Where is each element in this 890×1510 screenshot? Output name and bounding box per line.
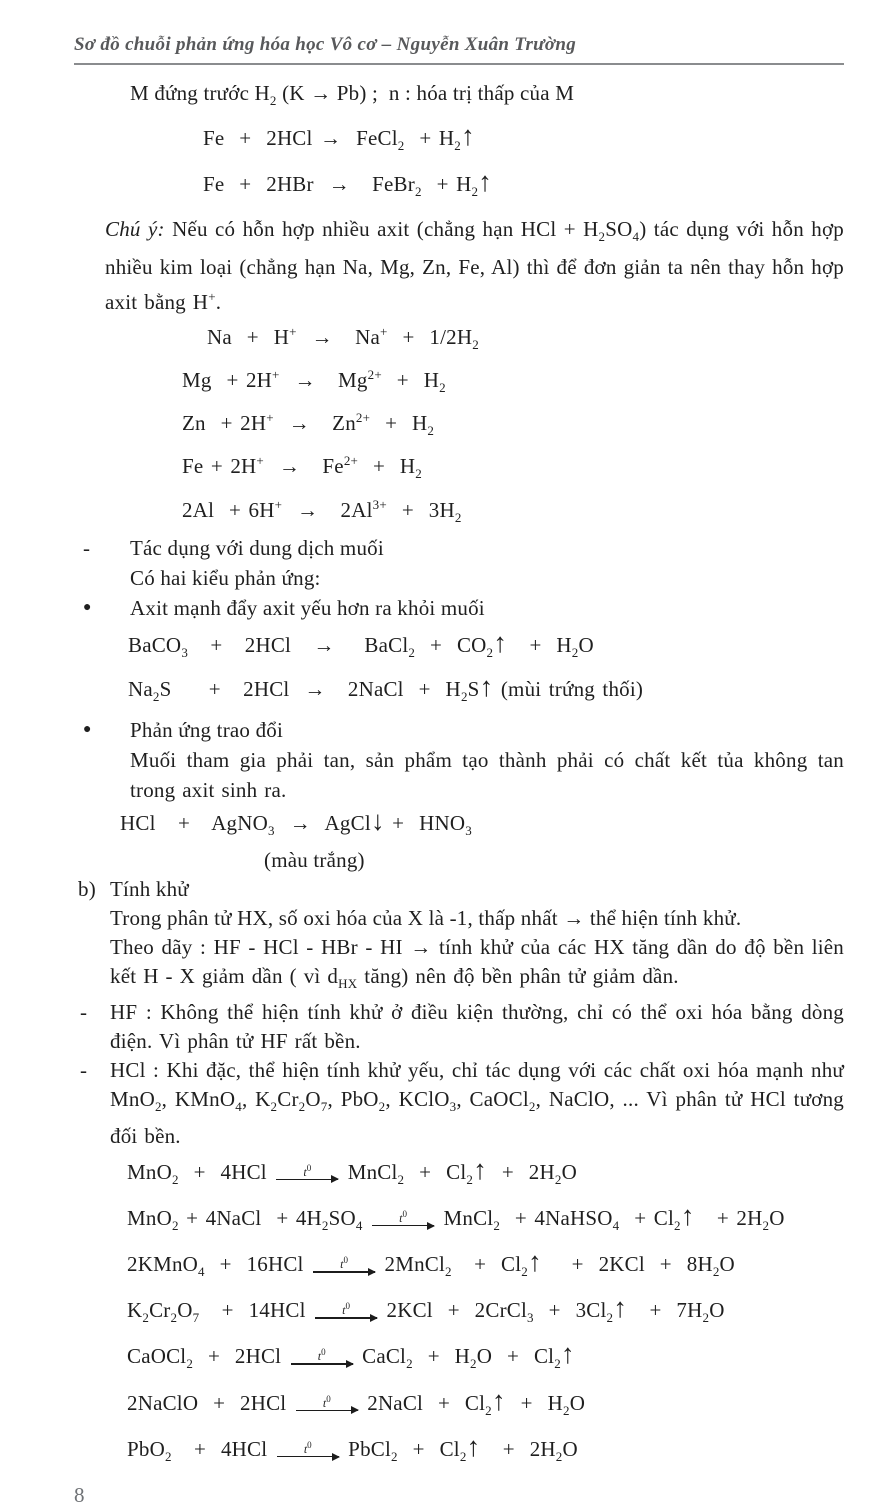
gas-up-arrow-icon: ↑ [478, 167, 493, 198]
t0-reaction-arrow-icon: $t^0$ [296, 1395, 358, 1412]
list-item-body [130, 715, 844, 805]
equation-line: 2NaClO + 2HCl $t^0$ 2NaCl + $Cl_2↑ + H_2O$ [127, 1385, 586, 1418]
metal-acid-equations [203, 119, 844, 211]
section-b [74, 875, 844, 998]
gas-up-arrow-icon: ↑ [460, 121, 475, 152]
t0-reaction-arrow-icon: $t^0$ [313, 1256, 375, 1273]
gas-up-arrow-icon: ↑ [466, 1431, 481, 1462]
note-paragraph [105, 214, 844, 317]
dash-marker: - [80, 1000, 88, 1025]
equation-line: $Fe + 2H^+ \to Fe^{2+} + H_2$ [182, 453, 423, 482]
gas-up-arrow-icon: ↑ [473, 1154, 487, 1185]
header-title: Sơ đồ chuỗi phản ứng hóa học Vô cơ – Nguyễn Xuân Trường [74, 34, 577, 55]
equation-line: PbO$_2$ + 4HCl $t^0$ PbCl$_2$ + $Cl_2↑ + 2H_2O$ [127, 1431, 578, 1464]
precipitate-down-arrow-icon: ↓ [370, 806, 385, 837]
list-item-text: Tác dụng với dung dịch muối [130, 535, 384, 560]
note-label: Chú ý: [105, 216, 165, 241]
equation-line: BaCO$_3$ + 2HCl → BaCl$_2$ + $CO_2↑ + H_2O$ [128, 627, 594, 660]
equation-line: $K_2Cr_2O_7 + 14HCl$ $t^0$ 2KCl + 2CrCl$_3$ + $3Cl_2↑ + 7H_2O$ [127, 1293, 725, 1326]
equation-line: $2Al + 6H^+ \to 2Al^{3+} + 3H_2$ [182, 496, 462, 525]
section-b-text: Trong phân tử HX, số oxi hóa của X là -1, thấp nhất → thể hiện tính khử. [110, 906, 742, 931]
list-item [74, 1056, 844, 1150]
list-item-text: Muối tham gia phải tan, sản phẩm tạo thành phải có chất kết tủa không tan trong axit sinh ra. [130, 748, 844, 803]
equation-line: $Zn + 2H^+ \to Zn^{2+} + H_2$ [182, 410, 435, 439]
dash-marker: - [80, 1058, 88, 1083]
salt-equations [128, 627, 844, 715]
thermal-equations [127, 1153, 844, 1476]
equation-line: $Mg + 2H^+ \to Mg^{2+} + H_2$ [182, 366, 446, 396]
page-number: 8 [74, 1482, 85, 1507]
list-item [74, 533, 844, 593]
list-item-body [110, 998, 844, 1056]
page-content [0, 79, 890, 1510]
t0-reaction-arrow-icon: $t^0$ [315, 1302, 377, 1319]
equation-line: MnO$_2$ + 4HCl $t^0$ MnCl$_2$ + $Cl_2↑ + 2H_2O$ [127, 1154, 577, 1187]
equation-line: Fe + 2HCl → FeCl$_2$ + $H_2↑$ [203, 121, 475, 154]
section-b-label: b) [78, 877, 96, 902]
equation-line: $Na + H^+ \to Na^+ + 1/2H_2$ [207, 323, 479, 352]
t0-reaction-arrow-icon: $t^0$ [277, 1441, 339, 1458]
section-b-text: Theo dãy : HF - HCl - HBr - HI → tính khử của các HX tăng dần do độ bền liên kết H - X giảm dần ( vì $d_{HX}$ tăng) nên độ bền phân tử giảm dần. [110, 935, 844, 992]
page-header [0, 0, 890, 65]
gas-up-arrow-icon: ↑ [613, 1293, 628, 1324]
list-item-text: Có hai kiểu phản ứng: [130, 565, 321, 590]
equation-line: 2KMnO$_4$ + 16HCl $t^0$ 2MnCl$_2$ + $Cl_2↑$ + $2KCl + 8H_2O$ [127, 1247, 735, 1280]
equation-line: MnO$_2$ + 4NaCl + $4H_2SO_4$ $t^0$ MnCl$_2$ + 4NaHSO$_4$ + $Cl_2↑ + 2H_2O$ [127, 1200, 785, 1233]
gas-up-arrow-icon: ↑ [560, 1339, 575, 1370]
t0-reaction-arrow-icon: $t^0$ [291, 1348, 353, 1365]
dash-marker: - [83, 535, 91, 560]
equation-line: Fe + 2HBr → FeBr$_2$ + $H_2↑$ [203, 167, 493, 200]
list-item-body [110, 1056, 844, 1150]
gas-up-arrow-icon: ↑ [680, 1200, 695, 1231]
bullet-icon: ● [83, 722, 92, 738]
equation-line: CaOCl$_2$ + 2HCl $t^0$ CaCl$_2$ + $H_2O$ + $Cl_2↑$ [127, 1339, 575, 1372]
section-b-body [110, 875, 844, 998]
gas-up-arrow-icon: ↑ [491, 1385, 506, 1416]
list-item-text: HCl : Khi đặc, thể hiện tính khử yếu, chỉ tác dụng với các chất oxi hóa mạnh như MnO$_2$, KMnO$_4$, $K_2Cr_2O_7$, PbO$_2$, KClO$_3$, CaOCl$_2$, NaClO, ... Vì phân tử HCl tương đối bền. [110, 1058, 844, 1148]
list-item [74, 715, 844, 805]
gas-up-arrow-icon: ↑ [479, 671, 494, 702]
gas-up-arrow-icon: ↑ [493, 627, 508, 658]
list-item [74, 998, 844, 1056]
t0-reaction-arrow-icon: $t^0$ [276, 1164, 338, 1181]
equation-line: HCl + AgNO$_3$ → AgCl↓ + $HNO_3$ [120, 806, 472, 839]
equation-annotation: (màu trắng) [264, 848, 365, 873]
list-item [74, 593, 844, 623]
ion-equations [182, 317, 844, 533]
list-item-text: Phản ứng trao đổi [130, 718, 284, 743]
bullet-icon: ● [83, 599, 92, 615]
t0-reaction-arrow-icon: $t^0$ [372, 1210, 434, 1227]
list-item-text: HF : Không thể hiện tính khử ở điều kiện thường, chỉ có thể oxi hóa bằng dòng điện. Vì phân tử HF rất bền. [110, 1000, 844, 1054]
equation-line: $Na_2S$ + 2HCl → 2NaCl + $H_2S↑$ (mùi trứng thối) [128, 671, 644, 705]
intro-line: M đứng trước $H_2$ (K → Pb) ; n : hóa trị thấp của M [130, 81, 575, 109]
list-item-body [130, 593, 844, 623]
section-b-title: Tính khử [110, 877, 189, 902]
header-divider [74, 63, 844, 65]
gas-up-arrow-icon: ↑ [528, 1247, 542, 1277]
list-item-body [130, 533, 844, 593]
note-text: Nếu có hỗn hợp nhiều axit (chẳng hạn HCl + $H_2SO_4$) tác dụng với hỗn hợp nhiều kim loại (chẳng hạn Na, Mg, Zn, Fe, Al) thì để đơn giản ta nên thay hỗn hợp axit bằng H+. [105, 216, 844, 314]
list-item-text: Axit mạnh đẩy axit yếu hơn ra khỏi muối [130, 595, 485, 620]
